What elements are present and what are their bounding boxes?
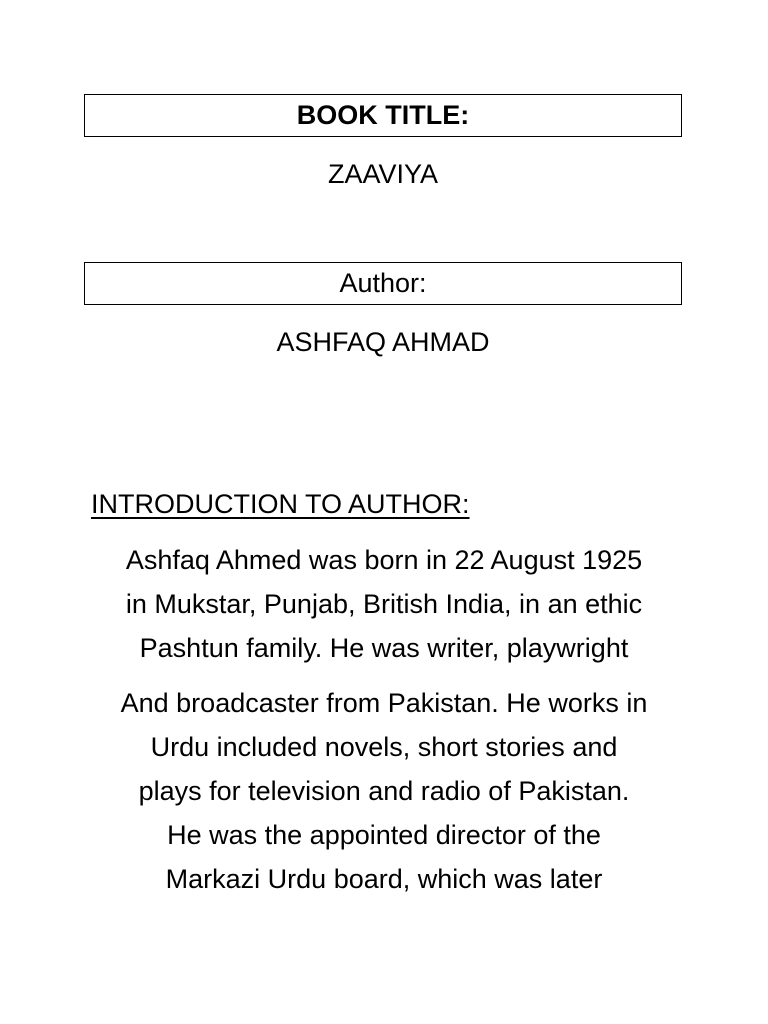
paragraph-line: Pashtun family. He was writer, playwright [139,633,629,663]
paragraph-line: Markazi Urdu board, which was later [165,864,603,894]
introduction-heading: INTRODUCTION TO AUTHOR: [91,489,470,519]
introduction-paragraph-1 [60,538,708,670]
paragraph-line: Ashfaq Ahmed was born in 22 August 1925 [125,545,643,575]
paragraph-line: Urdu included novels, short stories and [150,732,618,762]
book-title-value: ZAAVIYA [327,159,439,189]
paragraph-line: plays for television and radio of Pakistan. [138,776,630,806]
book-title-label-box [84,94,682,137]
book-title-label: BOOK TITLE: [296,100,470,130]
paragraph-line: in Mukstar, Punjab, British India, in an ethic [125,589,643,619]
paragraph-line: And broadcaster from Pakistan. He works in [120,688,648,718]
paragraph-line: He was the appointed director of the [167,820,601,850]
introduction-paragraph-2 [60,681,708,901]
author-value: ASHFAQ AHMAD [276,327,490,357]
author-label: Author: [339,268,427,298]
author-label-box [84,262,682,305]
